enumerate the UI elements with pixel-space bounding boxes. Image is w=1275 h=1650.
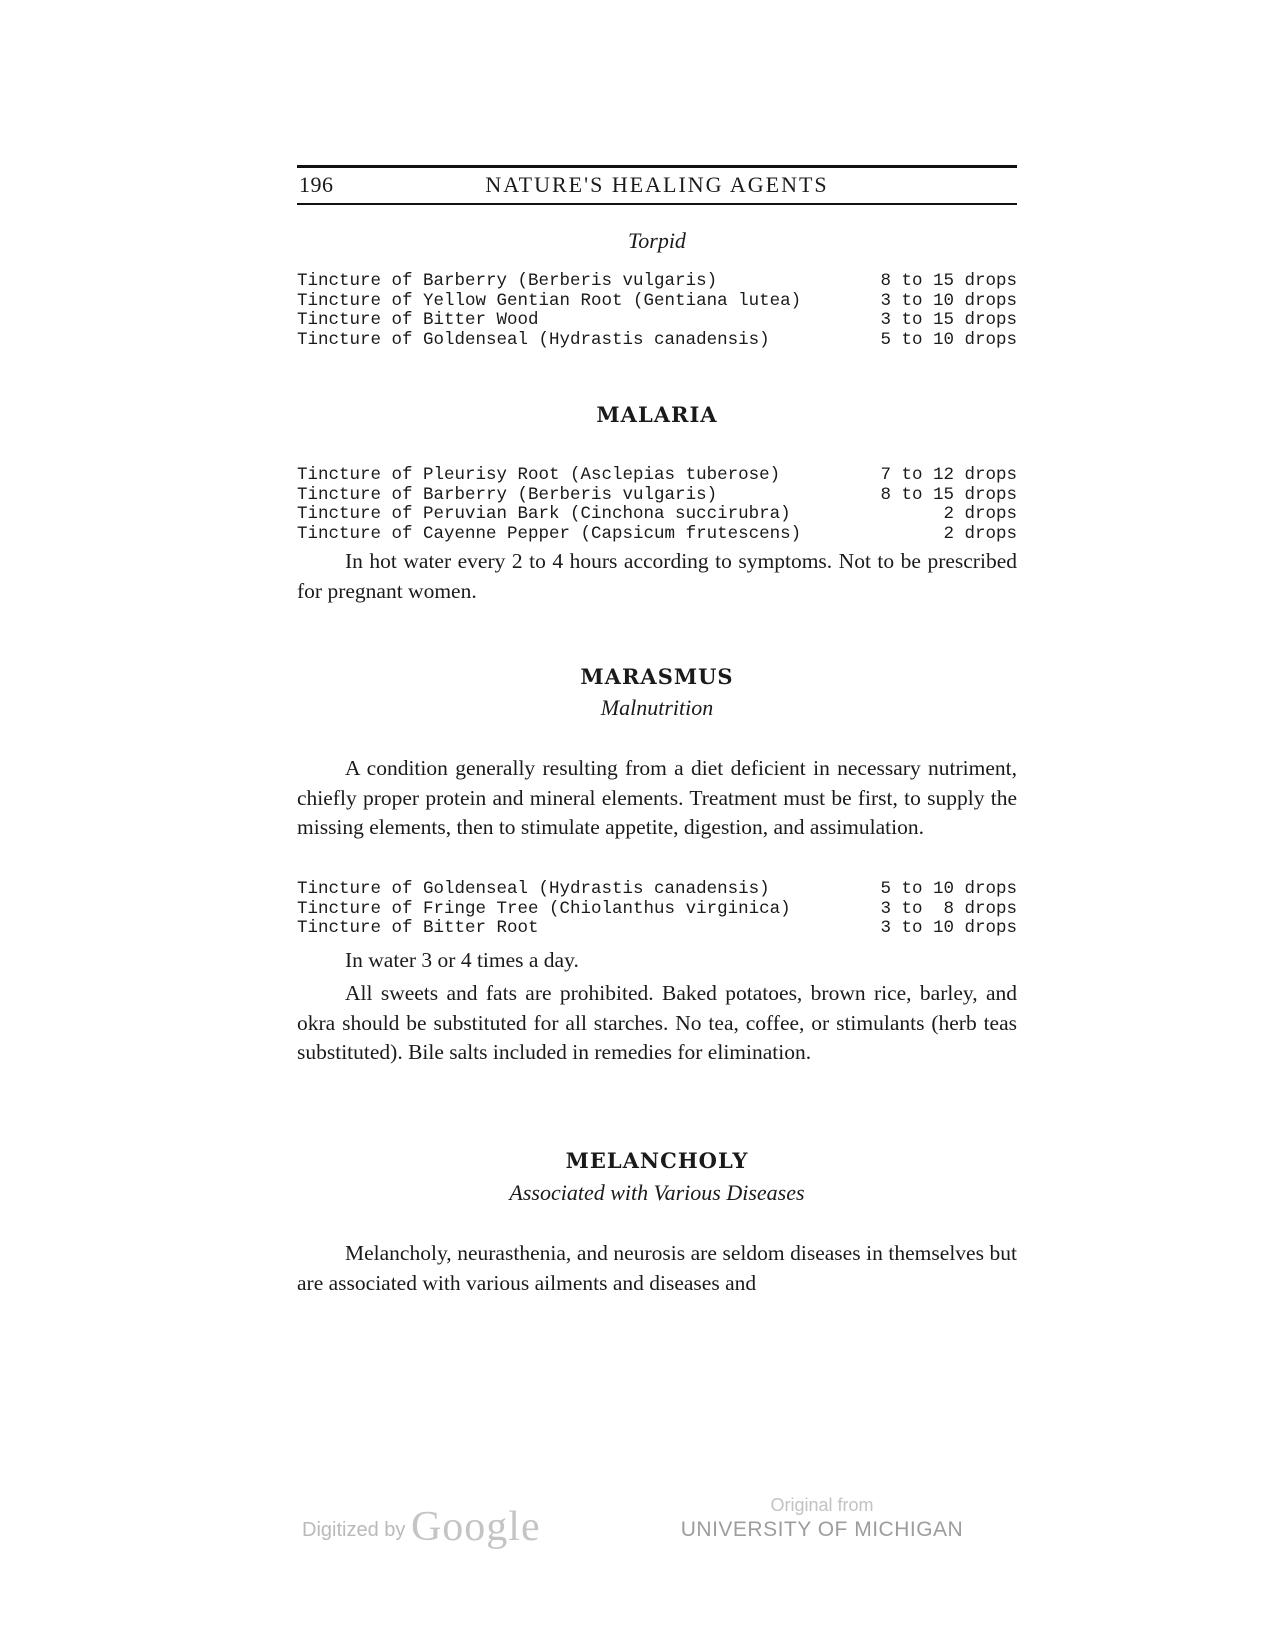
rx-dose: 5 to 10 drops bbox=[880, 329, 1017, 350]
melancholy-intro-text: Melancholy, neurasthenia, and neurosis are seldom diseases in themselves but are associated with various ailments and diseases and bbox=[297, 1241, 1017, 1295]
header-rule-bottom bbox=[297, 203, 1017, 205]
google-logo: Google bbox=[410, 1504, 541, 1550]
rx-row bbox=[297, 466, 1017, 486]
rx-remedy: Tincture of Pleurisy Root (Asclepias tuberose) bbox=[297, 465, 781, 485]
melancholy-intro bbox=[297, 1239, 1017, 1298]
rx-remedy: Tincture of Bitter Root bbox=[297, 918, 539, 938]
digitized-prefix: Digitized by bbox=[302, 1519, 406, 1541]
original-from-label: Original from bbox=[770, 1495, 874, 1515]
rx-remedy: Tincture of Peruvian Bark (Cinchona succirubra) bbox=[297, 504, 791, 524]
malaria-note-text: In hot water every 2 to 4 hours according to symptoms. Not to be prescribed for pregnant women. bbox=[297, 549, 1017, 603]
marasmus-intro-text: A condition generally resulting from a diet deficient in necessary nutriment, chiefly proper protein and mineral elements. Treatment must be first, to supply the missing elements, then to stimulate appetite, digestion, and assimulation. bbox=[297, 756, 1017, 839]
marasmus-dosage-note-text: In water 3 or 4 times a day. bbox=[345, 948, 579, 972]
marasmus-diet-text: All sweets and fats are prohibited. Baked potatoes, brown rice, barley, and okra should be substituted for all starches. No tea, coffee, or stimulants (herb teas substituted). Bile salts included in remedies for elimination. bbox=[297, 981, 1017, 1064]
university-name: UNIVERSITY OF MICHIGAN bbox=[680, 1518, 964, 1541]
rx-remedy: Tincture of Cayenne Pepper (Capsicum frutescens) bbox=[297, 523, 802, 544]
melancholy-subtitle: Associated with Various Diseases bbox=[509, 1180, 805, 1205]
rx-dose: 5 to 10 drops bbox=[880, 879, 1017, 899]
rx-row bbox=[297, 919, 1017, 939]
rx-remedy: Tincture of Barberry (Berberis vulgaris) bbox=[297, 484, 718, 505]
malaria-prescription bbox=[297, 466, 1017, 544]
marasmus-heading: MARASMUS bbox=[580, 664, 734, 689]
rx-row bbox=[297, 311, 1017, 331]
torpid-title: Torpid bbox=[628, 228, 686, 253]
marasmus-prescription bbox=[297, 880, 1017, 939]
rx-dose: 7 to 12 drops bbox=[880, 465, 1017, 485]
rx-remedy: Tincture of Barberry (Berberis vulgaris) bbox=[297, 271, 718, 291]
rx-dose: 3 to 10 drops bbox=[880, 918, 1017, 938]
rx-dose: 8 to 15 drops bbox=[880, 271, 1017, 291]
rx-row bbox=[297, 525, 1017, 545]
marasmus-intro bbox=[297, 754, 1017, 843]
digitized-by-watermark bbox=[302, 1503, 541, 1551]
running-title: NATURE'S HEALING AGENTS bbox=[485, 172, 829, 197]
rx-row bbox=[297, 900, 1017, 920]
torpid-prescription bbox=[297, 272, 1017, 350]
melancholy-heading: MELANCHOLY bbox=[565, 1148, 749, 1173]
page-number: 196 bbox=[299, 172, 334, 197]
marasmus-subtitle: Malnutrition bbox=[600, 695, 714, 720]
rx-remedy: Tincture of Bitter Wood bbox=[297, 310, 539, 330]
rx-row bbox=[297, 486, 1017, 506]
marasmus-diet bbox=[297, 979, 1017, 1068]
malaria-note bbox=[297, 547, 1017, 606]
rx-row bbox=[297, 292, 1017, 312]
rx-row bbox=[297, 331, 1017, 351]
rx-remedy: Tincture of Fringe Tree (Chiolanthus virginica) bbox=[297, 898, 791, 919]
rx-row bbox=[297, 880, 1017, 900]
rx-remedy: Tincture of Goldenseal (Hydrastis canadensis) bbox=[297, 879, 770, 899]
rx-remedy: Tincture of Goldenseal (Hydrastis canadensis) bbox=[297, 329, 770, 350]
rx-dose: 3 to 15 drops bbox=[880, 310, 1017, 330]
rx-dose: 3 to 10 drops bbox=[880, 290, 1017, 311]
rx-dose: 8 to 15 drops bbox=[880, 484, 1017, 505]
page-header bbox=[297, 172, 1017, 202]
rx-dose: 2 drops bbox=[943, 504, 1017, 524]
original-from-watermark bbox=[672, 1495, 972, 1542]
rx-remedy: Tincture of Yellow Gentian Root (Gentiana lutea) bbox=[297, 290, 802, 311]
marasmus-dosage-note bbox=[297, 946, 1017, 976]
rx-dose: 3 to 8 drops bbox=[880, 898, 1017, 919]
rx-dose: 2 drops bbox=[943, 523, 1017, 544]
digitization-footer bbox=[0, 1495, 1275, 1555]
malaria-heading: MALARIA bbox=[596, 402, 718, 427]
rx-row bbox=[297, 272, 1017, 292]
header-rule-top bbox=[297, 165, 1017, 168]
rx-row bbox=[297, 505, 1017, 525]
